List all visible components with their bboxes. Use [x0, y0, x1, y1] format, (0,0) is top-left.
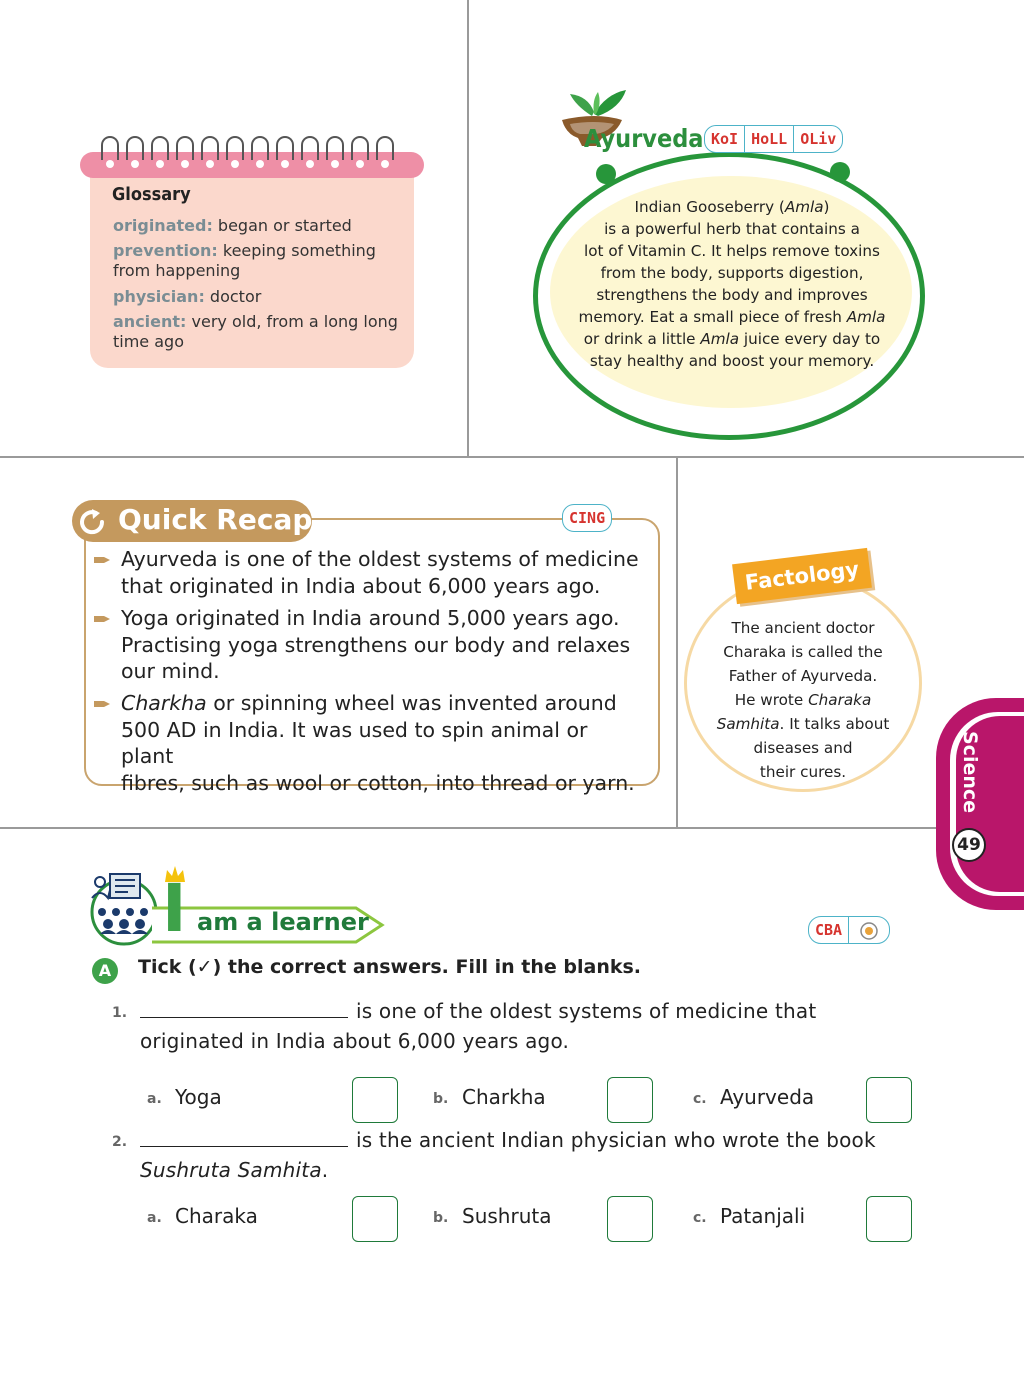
learner-code-box: CBA	[808, 916, 890, 944]
answer-checkbox[interactable]	[352, 1196, 398, 1242]
bullet-icon	[94, 614, 110, 624]
question-number: 2.	[112, 1134, 128, 1150]
refresh-icon	[78, 508, 108, 536]
option-letter: a.	[147, 1210, 162, 1226]
quick-recap-title: Quick Recap	[118, 503, 313, 536]
option-letter: b.	[433, 1210, 449, 1226]
divider-horizontal-2	[0, 827, 940, 829]
glossary-entry: originated: began or started	[113, 216, 352, 235]
answer-checkbox[interactable]	[866, 1196, 912, 1242]
question-number: 1.	[112, 1005, 128, 1021]
question-text-continued: Sushruta Samhita.	[140, 1158, 329, 1182]
answer-checkbox[interactable]	[607, 1196, 653, 1242]
subject-label: Science	[959, 731, 981, 814]
factology-label: Factology	[743, 557, 861, 595]
option-letter: a.	[147, 1091, 162, 1107]
instruction-badge: A	[92, 958, 118, 984]
option-text: Sushruta	[462, 1204, 552, 1228]
answer-checkbox[interactable]	[866, 1077, 912, 1123]
fill-blank-1[interactable]	[140, 1017, 348, 1018]
page-number: 49	[952, 828, 986, 862]
option-text: Yoga	[175, 1085, 222, 1109]
recap-item: Charkha or spinning wheel was invented around 500 AD in India. It was used to spin animal or plant fibres, such as wool or cotton, into thread or yarn.	[121, 691, 635, 795]
ayurveda-text: Indian Gooseberry (Amla) is a powerful herb that contains a lot of Vitamin C. It helps remove toxins from the body, supports digestion, strengthens the body and improves memory. Eat a small piece of fresh Amla or drink a little Amla juice every day to stay healthy and boost your memory.	[578, 198, 886, 370]
option-letter: b.	[433, 1091, 449, 1107]
option-text: Charkha	[462, 1085, 546, 1109]
option-letter: c.	[693, 1091, 707, 1107]
glossary-entry: prevention: keeping something from happening	[113, 241, 376, 280]
seal-icon	[848, 917, 889, 943]
question-text: is one of the oldest systems of medicine that	[356, 999, 817, 1023]
recap-item: Yoga originated in India around 5,000 years ago. Practising yoga strengthens our body and relaxes our mind.	[121, 606, 631, 683]
divider-vertical-middle	[676, 456, 678, 828]
recap-code-box: CING	[562, 504, 612, 532]
bullet-icon	[94, 699, 110, 709]
ayurveda-title: Ayurveda	[584, 124, 704, 153]
option-text: Patanjali	[720, 1204, 806, 1228]
fill-blank-2[interactable]	[140, 1146, 348, 1147]
answer-checkbox[interactable]	[352, 1077, 398, 1123]
glossary-entry: physician: doctor	[113, 287, 262, 306]
factology-text: The ancient doctor Charaka is called the Father of Ayurveda. He wrote Charaka Samhita. It talks about diseases and their cures.	[716, 619, 890, 781]
learner-title: am a learner	[197, 908, 369, 936]
ayurveda-code-box: KoI HoLL OLiv	[704, 125, 843, 153]
recap-item: Ayurveda is one of the oldest systems of medicine that originated in India about 6,000 years ago.	[121, 547, 639, 598]
bullet-icon	[94, 555, 110, 565]
option-letter: c.	[693, 1210, 707, 1226]
divider-horizontal-1	[0, 456, 1024, 458]
green-dot-right	[830, 162, 850, 182]
question-text-continued: originated in India about 6,000 years ago.	[140, 1029, 570, 1053]
instruction-text: Tick (✓) the correct answers. Fill in the blanks.	[138, 956, 642, 978]
question-text: is the ancient Indian physician who wrote the book	[356, 1128, 876, 1152]
divider-vertical-top	[467, 0, 469, 456]
glossary-entry: ancient: very old, from a long long time ago	[113, 312, 398, 351]
green-dot-left	[596, 164, 616, 184]
big-letter-i: I	[162, 870, 187, 947]
glossary-title: Glossary	[112, 184, 191, 205]
option-text: Ayurveda	[720, 1085, 815, 1109]
answer-checkbox[interactable]	[607, 1077, 653, 1123]
option-text: Charaka	[175, 1204, 258, 1228]
